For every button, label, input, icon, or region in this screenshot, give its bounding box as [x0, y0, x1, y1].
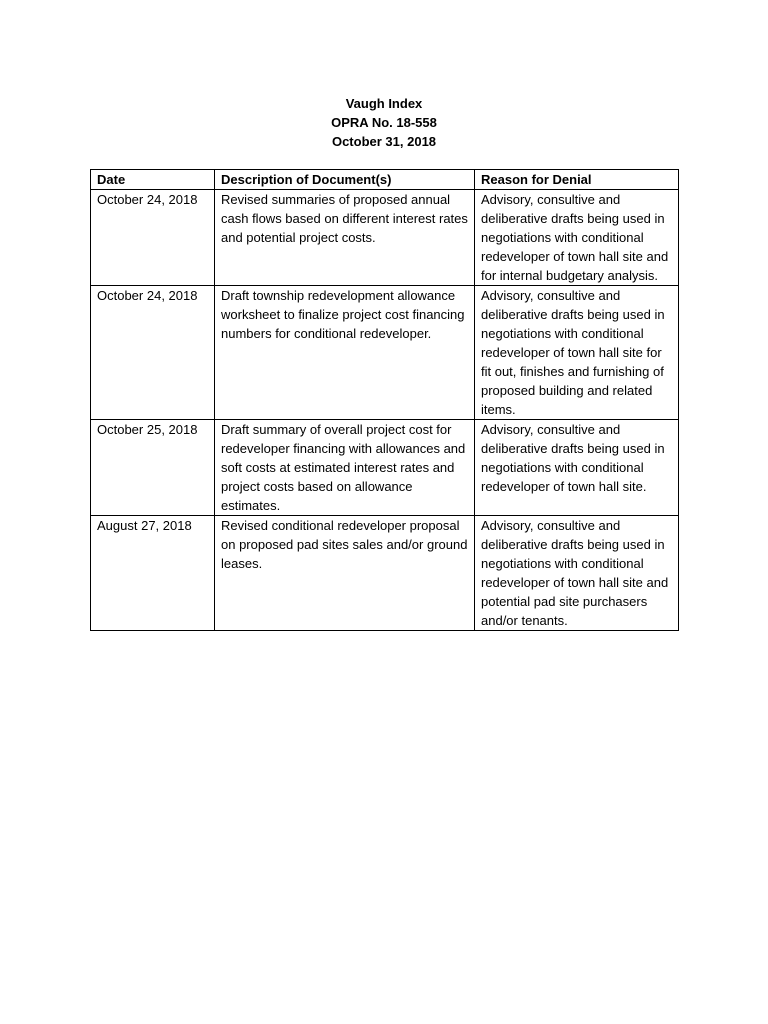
cell-date: October 24, 2018 — [91, 286, 215, 420]
table-header-row — [91, 170, 679, 190]
document-title: Vaugh Index — [345, 96, 423, 111]
vaughn-index-table — [90, 169, 679, 631]
cell-date: October 24, 2018 — [91, 190, 215, 286]
cell-reason: Advisory, consultive and deliberative drafts being used in negotiations with conditional redeveloper of town hall site and for internal budgetary analysis. — [475, 190, 679, 286]
cell-reason: Advisory, consultive and deliberative drafts being used in negotiations with conditional redeveloper of town hall site. — [475, 420, 679, 516]
cell-date: August 27, 2018 — [91, 516, 215, 631]
document-date: October 31, 2018 — [331, 134, 437, 149]
cell-description: Draft township redevelopment allowance worksheet to finalize project cost financing numbers for conditional redeveloper. — [215, 286, 475, 420]
document-header — [0, 94, 768, 151]
table-row — [91, 516, 679, 631]
cell-date: October 25, 2018 — [91, 420, 215, 516]
table-row — [91, 190, 679, 286]
cell-description: Revised conditional redeveloper proposal on proposed pad sites sales and/or ground leases. — [215, 516, 475, 631]
table-row — [91, 420, 679, 516]
cell-reason: Advisory, consultive and deliberative drafts being used in negotiations with conditional redeveloper of town hall site and potential pad site purchasers and/or tenants. — [475, 516, 679, 631]
cell-description: Draft summary of overall project cost for redeveloper financing with allowances and soft costs at estimated interest rates and project costs based on allowance estimates. — [215, 420, 475, 516]
cell-reason: Advisory, consultive and deliberative drafts being used in negotiations with conditional redeveloper of town hall site for fit out, finishes and furnishing of proposed building and related items. — [475, 286, 679, 420]
opra-number: OPRA No. 18-558 — [331, 115, 437, 130]
column-header-date: Date — [91, 170, 215, 190]
table-row — [91, 286, 679, 420]
column-header-description: Description of Document(s) — [215, 170, 475, 190]
column-header-reason: Reason for Denial — [475, 170, 679, 190]
cell-description: Revised summaries of proposed annual cash flows based on different interest rates and potential project costs. — [215, 190, 475, 286]
